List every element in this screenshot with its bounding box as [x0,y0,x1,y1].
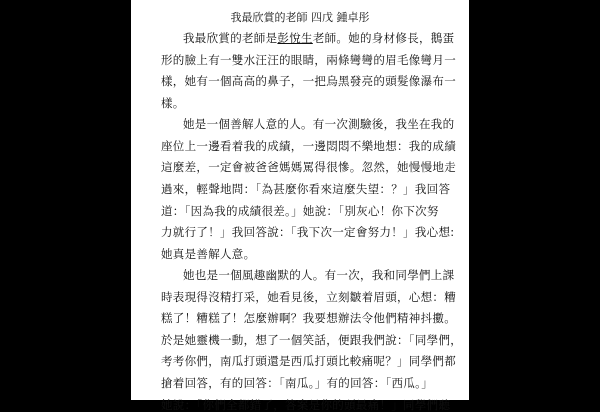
paragraph-line: 於是她靈機一動，想了一個笑話，便跟我們說：「同學們， [161,333,463,347]
paragraph-line: 樣。 [161,96,185,110]
paragraph-line: 考考你們，南瓜打頭還是西瓜打頭比較痛呢？」同學們都 [161,354,456,368]
text-span: 我最欣賞的老師是 [183,31,278,45]
teacher-name: 彭悅生 [277,31,313,45]
paragraph-line: 糕了！糟糕了！怎麼辦啊？我要想辦法令他們精神抖擻。 [161,311,456,325]
paragraph-line: 這麼差，一定會被爸爸媽媽罵得很慘。忽然，她慢慢地走 [161,160,456,174]
document-page [131,0,469,412]
paragraph-line: 時表現得沒精打采，她看見後，立刻皺着眉頭，心想：糟 [161,290,456,304]
paragraph-line: 她說：「你們全都錯了，答案是你的頭最痛！」同學們聽 [161,398,451,412]
paragraph-line: 道：「因為我的成績很差。」她說：「別灰心！你下次努 [161,204,439,218]
paragraph-line: 過來，輕聲地問：「為甚麼你看來這麼失望：？」我回答 [161,182,451,196]
paragraph-line [183,31,473,45]
text-span: 老師。她的身材修長，鵝蛋 [312,31,455,45]
document-title: 我最欣賞的老師 四戊 鍾卓彤 [230,11,370,24]
paragraph-line: 搶着回答，有的回答：「南瓜。」有的回答：「西瓜。」 [161,376,433,390]
paragraph-line: 她也是一個風趣幽默的人。有一次，我和同學們上課 [183,268,455,282]
paragraph-line: 座位上一邊看着我的成績，一邊悶悶不樂地想：我的成績 [161,139,456,153]
paragraph-line: 樣，她有一個高高的鼻子，一把烏黑發亮的頭髮像瀑布一 [161,74,456,88]
paragraph-line: 她真是善解人意。 [161,247,256,261]
paragraph-line: 她是一個善解人意的人。有一次測驗後，我坐在我的 [183,117,455,131]
paragraph-line: 形的臉上有一雙水汪汪的眼睛，兩條彎彎的眉毛像彎月一 [161,53,456,67]
paragraph-line: 力就行了！」我回答說：「我下次一定會努力！」我心想: [161,225,455,239]
